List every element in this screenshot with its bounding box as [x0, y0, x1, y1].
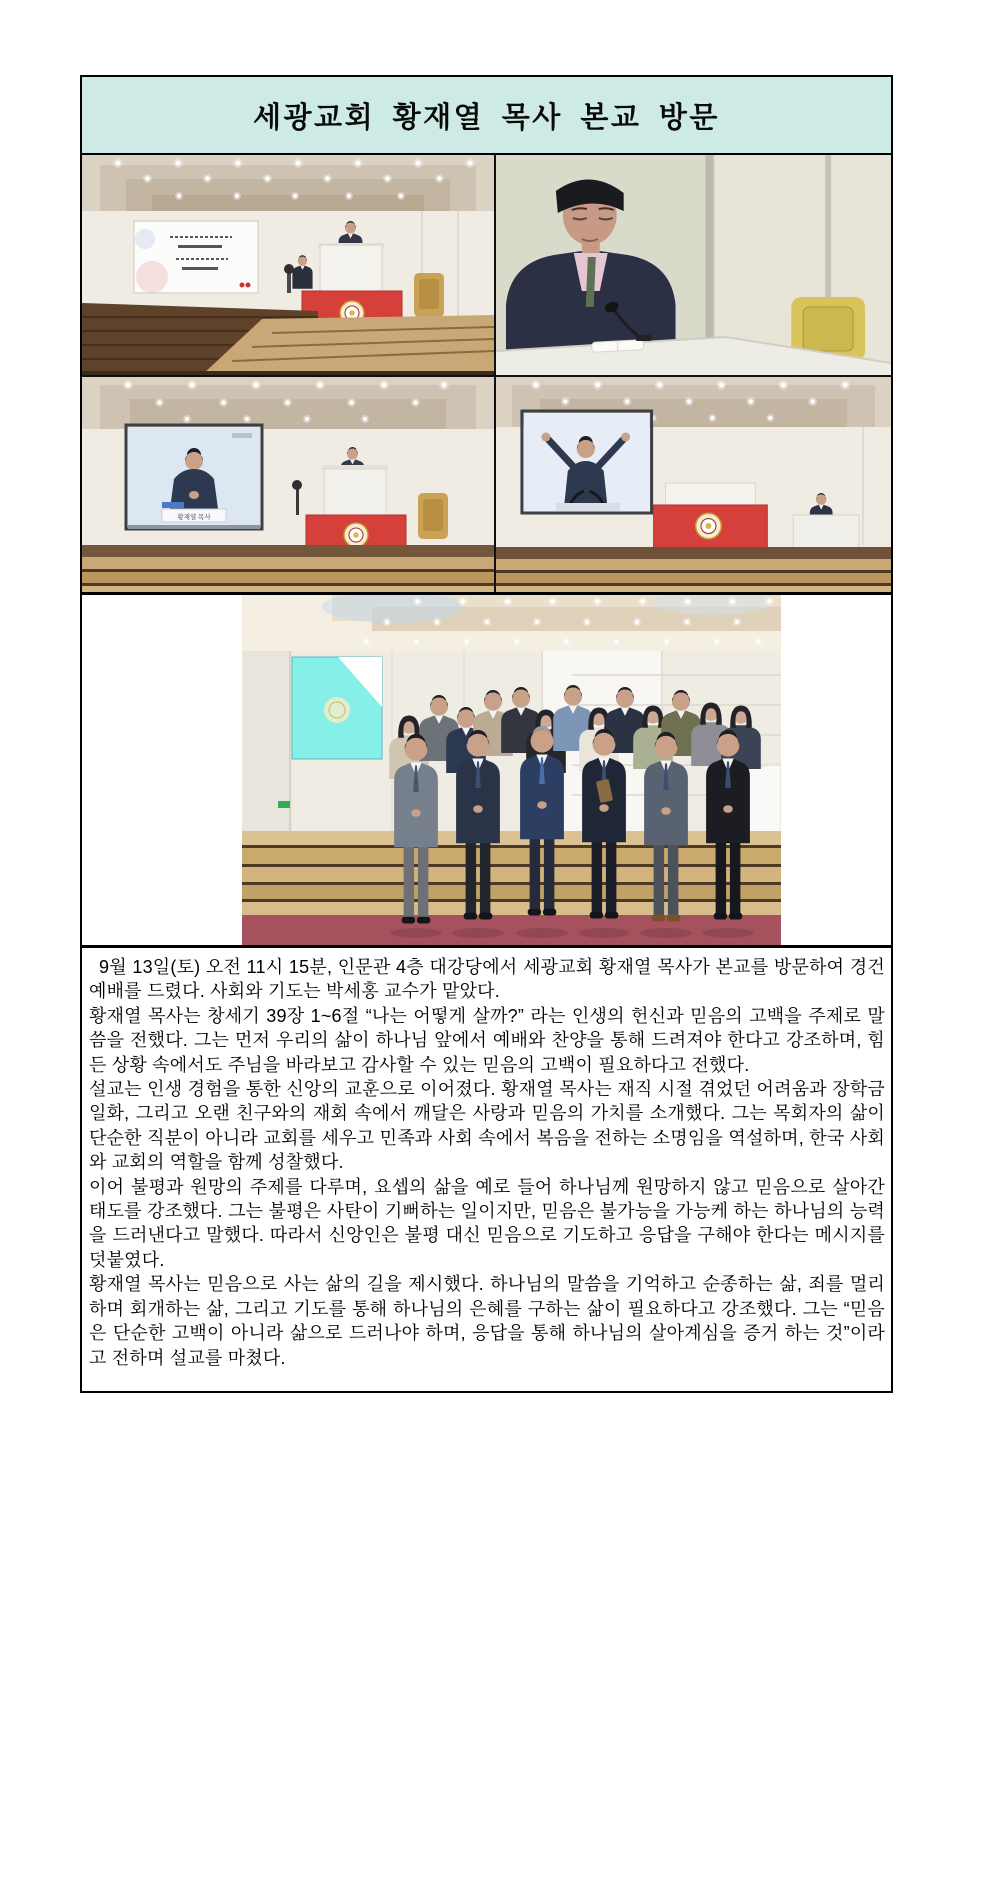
- article-paragraph: 황재열 목사는 창세기 39장 1~6절 “나는 어떻게 살까?” 라는 인생의 헌신과 믿음의 고백을 주제로 말씀을 전했다. 그는 먼저 우리의 삶이 하나님 앞에서 예배와 찬양을 통해 드려져야 한다고 강조하며, 힘든 상황 속에서도 주님을 바라보고 감사할 수 있는 믿음의 고백이 필요하다고 전했다.: [89, 1005, 885, 1075]
- university-emblem: [344, 523, 368, 547]
- article-paragraph: 이어 불평과 원망의 주제를 다루며, 요셉의 삶을 예로 들어 하나님께 원망하지 않고 믿음으로 살아간 태도를 강조했다. 그는 불평은 사탄이 기뻐하는 일이지만, 믿음은 불가능을 가능케 하는 하나님의 능력을 드러낸다고 말했다. 따라서 신앙인은 불평 대신 믿음으로 기도하고 응답을 구해야 한다는 메시지를 덧붙였다.: [89, 1176, 885, 1270]
- article-paragraph: 9월 13일(토) 오전 11시 15분, 인문관 4층 대강당에서 세광교회 황재열 목사가 본교를 방문하여 경건예배를 드렸다. 사회와 기도는 박세홍 교수가 맡았다.: [89, 957, 885, 1002]
- photo-screen-arms-raised-image: [496, 377, 891, 592]
- article-paragraph: 황재열 목사는 믿음으로 사는 삶의 길을 제시했다. 하나님의 말씀을 기억하고 순종하는 삶, 죄를 멀리하며 회개하는 삶, 그리고 기도를 통해 하나님의 은혜를 구하는 삶이 필요하다고 강조했다. 그는 “믿음은 단순한 고백이 아니라 삶으로 드러나야 하며, 응답을 통해 하나님의 살아계심을 증거 하는 것”이라고 전하며 설교를 마쳤다.: [89, 1274, 885, 1368]
- photo-group: [242, 595, 781, 945]
- photo-pastor-praying-image: [496, 155, 891, 375]
- report-table: [80, 75, 893, 1393]
- university-emblem: [696, 513, 721, 539]
- page-title: 세광교회 황재열 목사 본교 방문: [253, 101, 720, 134]
- article-paragraph: 설교는 인생 경험을 통한 신앙의 교훈으로 이어졌다. 황재열 목사는 재직 시절 겪었던 어려움과 장학금 일화, 그리고 오랜 친구와의 재회 속에서 깨달은 사랑과 믿음의 가치를 소개했다. 그는 목회자의 삶이 단순한 직분이 아니라 교회를 세우고 민족과 사회 속에서 복음을 전하는 소명임을 역설하며, 한국 사회와 교회의 역할을 함께 성찰했다.: [89, 1079, 885, 1173]
- photo-service-wide: [82, 155, 494, 375]
- photo-screen-pastor-arms-raised: [494, 377, 891, 592]
- projection-screen: [292, 657, 382, 759]
- photo-row-2: [82, 377, 891, 592]
- report-title-bar: [82, 77, 891, 155]
- photo-service-wide-image: [82, 155, 494, 375]
- screen-nameplate-text: 황재열 목사: [177, 514, 211, 521]
- red-carpet: [242, 915, 781, 945]
- article-text: [82, 948, 891, 1391]
- photo-row-1: [82, 155, 891, 377]
- photo-screen-bowing-image: [82, 377, 494, 592]
- big-screen: [126, 425, 262, 529]
- big-screen: [522, 411, 652, 513]
- photo-pastor-praying-closeup: [494, 155, 891, 375]
- photo-grid: [82, 155, 891, 595]
- stage-steps: [242, 831, 781, 945]
- photo-group-image: [242, 595, 781, 945]
- exit-sign: [278, 801, 290, 808]
- photo-screen-pastor-bowing: [82, 377, 494, 592]
- group-photo-section: [82, 595, 891, 948]
- projection-screen: [134, 221, 258, 293]
